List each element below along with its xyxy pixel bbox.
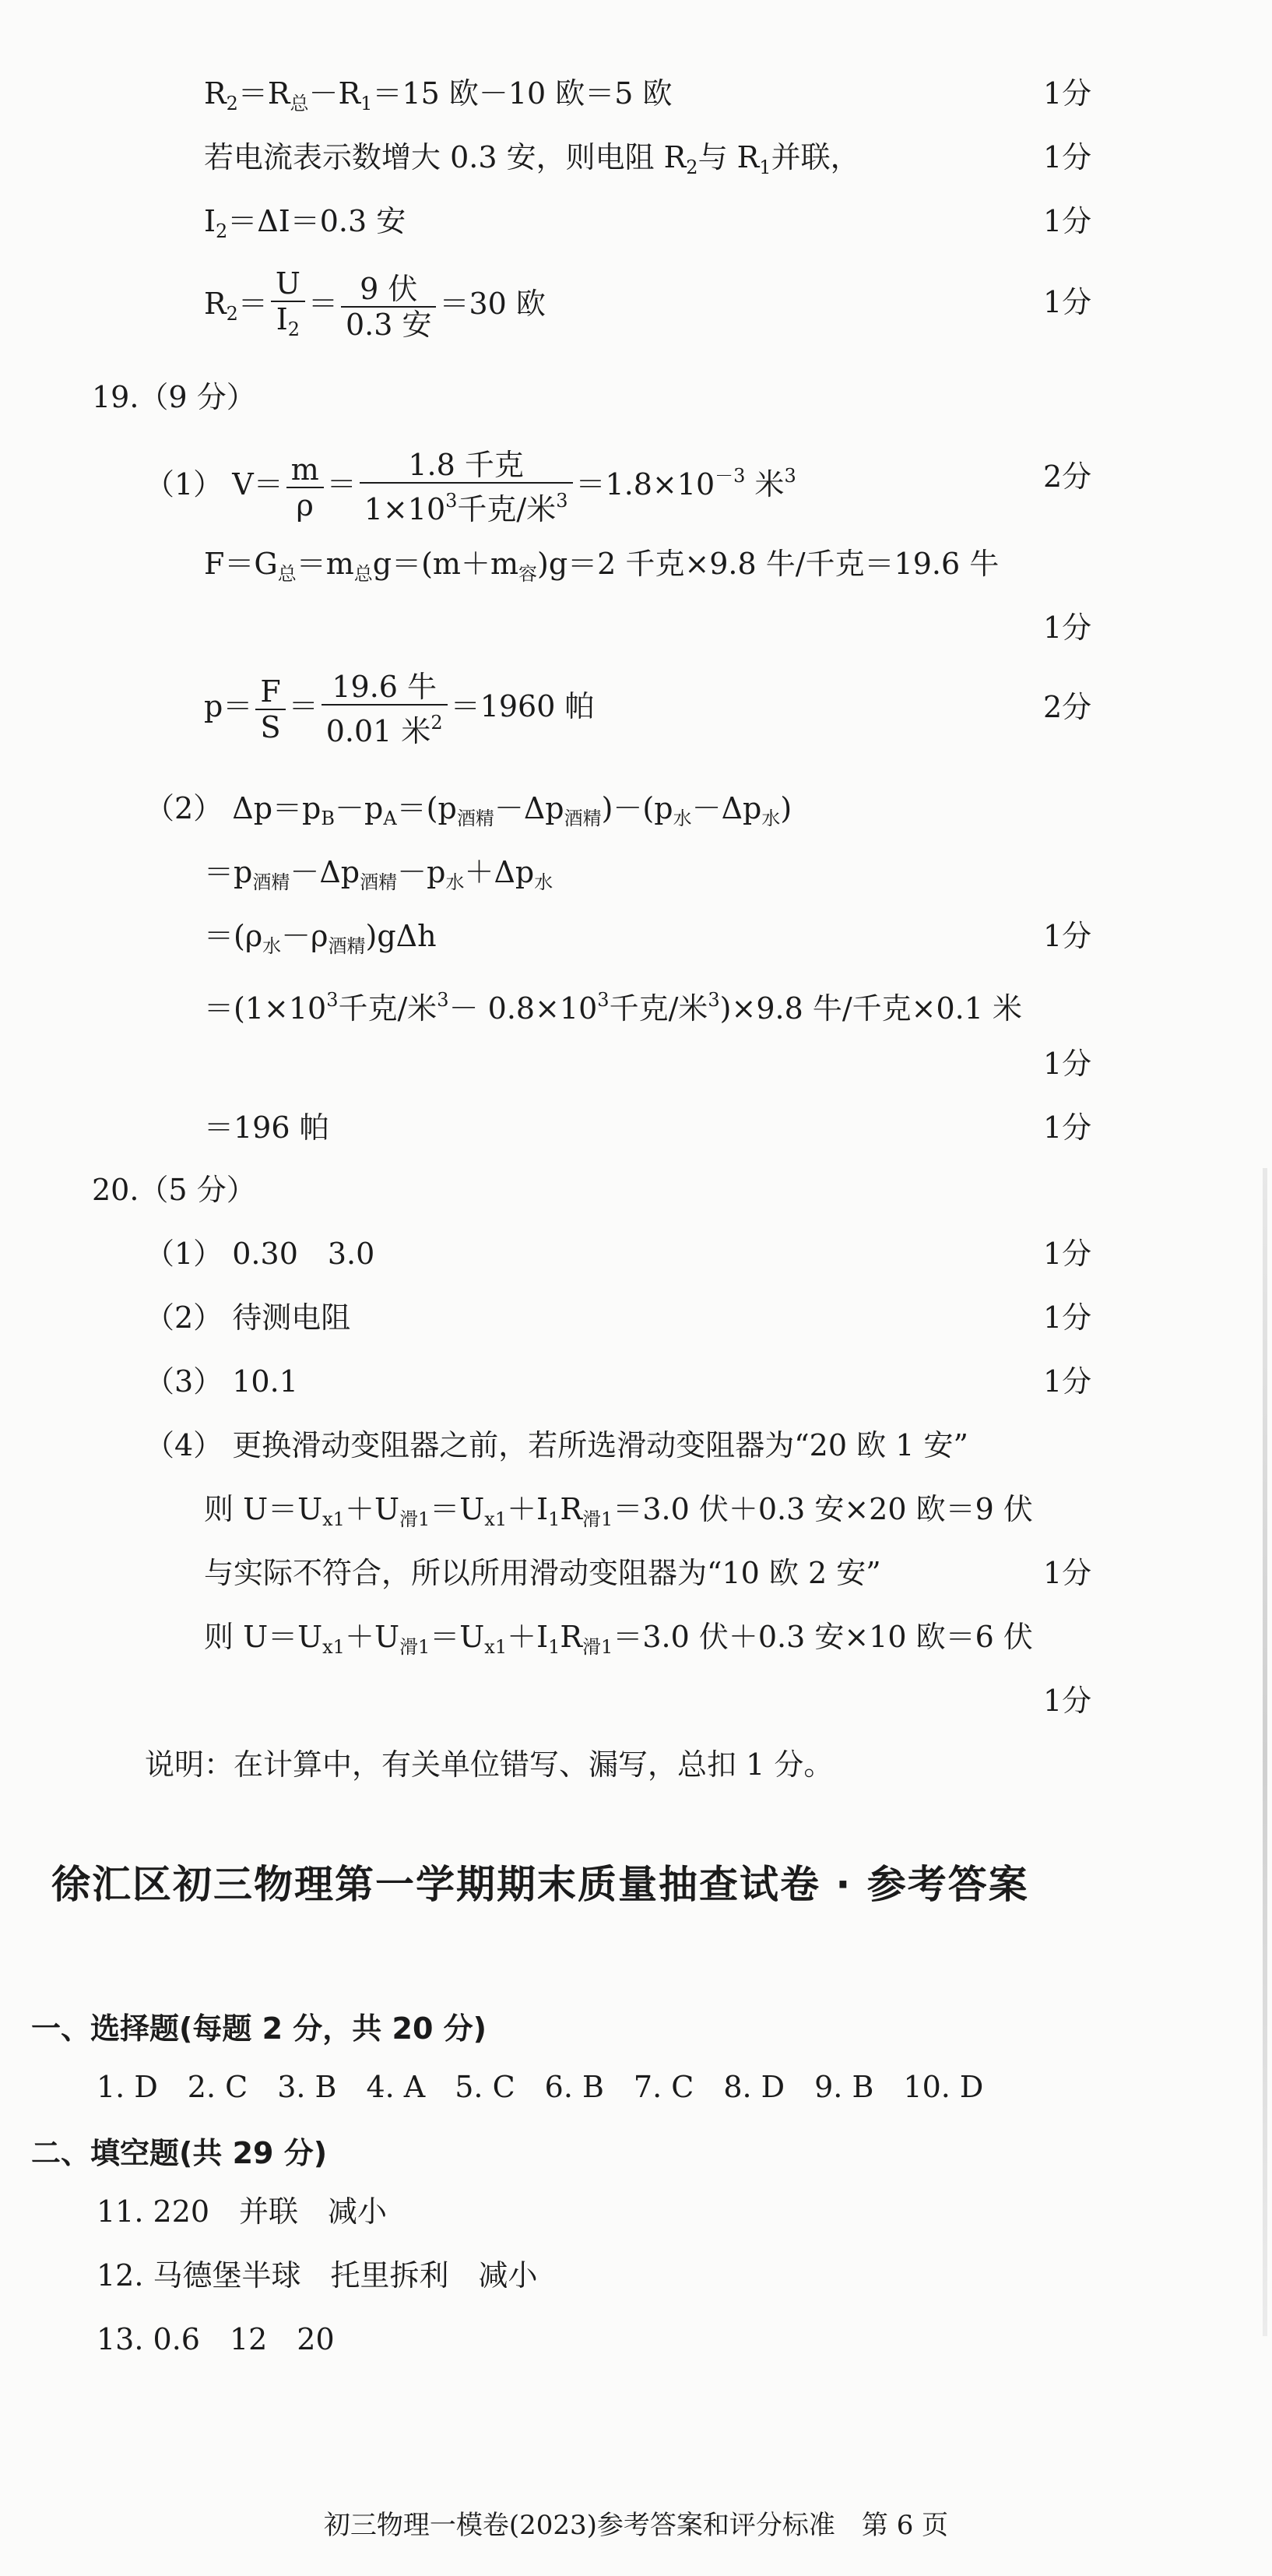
score: 1分 [1043,204,1092,238]
q20-line-5: 则 $U=U_{x1}+U_{滑1}=U_{x1}+I_1R_{滑1}=3.0$ 伏＋0.3 安×20 欧＝9 伏 [204,1492,1033,1530]
section-heading-fill: 二、填空题(共 29 分) [31,2136,328,2170]
score: 1分 [1043,919,1092,953]
scan-edge-shadow [1263,1168,1267,2336]
fraction: $\frac{\text{9 伏}}{\text{0.3 安}}$ [341,272,437,342]
fill-answer-12: 12. 马德堡半球 托里拆利 减小 [97,2258,538,2293]
q19-line-2: $F=G_总=m_总g=(m+m_容)g=2$ 千克×9.8 牛/千克＝19.6 牛 [204,547,1000,585]
q18-line-1: $R_2=R_总-R_1=15$ 欧－10 欧＝5 欧 [204,76,673,114]
q19-line-3: p＝ $\frac{F}{S}$ ＝ $\frac{\text{19.6 牛}}{0.01 米^2}$ ＝1960 帕 [204,670,595,748]
score: 1分 [1043,1684,1092,1718]
fraction: $\frac{F}{S}$ [255,674,285,744]
q20-line-7: 则 $U=U_{x1}+U_{滑1}=U_{x1}+I_1R_{滑1}=3.0$ 伏＋0.3 安×10 欧＝6 伏 [204,1620,1033,1658]
page-footer: 初三物理一模卷(2023)参考答案和评分标准 第 6 页 [323,2510,949,2541]
q19-line-8: ＝196 帕 [204,1110,329,1145]
q20-line-6: 与实际不符合，所以所用滑动变阻器为“10 欧 2 安” [204,1556,881,1590]
q19-line-7: $=(1\times 10^3$千克/米$^3- 0.8\times 10^3$千克/米$^3$)×9.8 牛/千克×0.1 米 [204,989,1023,1026]
q20-line-1: （1） 0.30 3.0 [145,1237,375,1271]
fill-answer-13: 13. 0.6 12 20 [97,2322,335,2356]
score: 1分 [1043,76,1092,111]
fraction: $\frac{U}{I_2}$ [271,266,305,347]
q19-line-6: $=(\rho_水-\rho_{酒精})g\Delta h$ [204,919,437,957]
q20-line-3: （3） 10.1 [145,1364,298,1399]
section-heading-choice: 一、选择题(每题 2 分，共 20 分) [31,2011,487,2046]
q20-line-2: （2） 待测电阻 [145,1300,351,1335]
score: 1分 [1043,1237,1092,1271]
choice-answers: 1. D 2. C 3. B 4. A 5. C 6. B 7. C 8. D 9. B 10. D [97,2070,984,2104]
q19-line-5: $=p_{酒精}-\Delta p_{酒精}-p_水+\Delta p_水$ [204,855,553,893]
fraction: $\frac{\text{19.6 牛}}{0.01 米^2}$ [322,670,448,748]
score: 2分 [1043,690,1092,724]
fill-answer-11: 11. 220 并联 减小 [97,2194,388,2229]
page-title: 徐汇区初三物理第一学期期末质量抽查试卷 · 参考答案 [51,1862,1029,1907]
q19-line-4: （2） $\Delta p=p_B-p_A=(p_{酒精}-\Delta p_{酒精})-(p_水-\Delta p_水)$ [145,791,792,829]
q19-line-1: （1） V＝ $\frac{m}{\rho}$ ＝ $\frac{\text{1.8 千克}}{1\times 10^3千克/米^3}$ $=1.8\times 10^{-3}$ 米$^3$ [145,448,796,526]
score: 2分 [1043,459,1092,494]
q20-note: 说明：在计算中，有关单位错写、漏写，总扣 1 分。 [145,1747,834,1782]
q18-line-3: $I_2=\Delta I=0.3$ 安 [204,204,406,242]
q18-line-4: $R_2=$ $\frac{U}{I_2}$ ＝ $\frac{\text{9 伏}}{\text{0.3 安}}$ ＝30 欧 [204,266,546,349]
score: 1分 [1043,1300,1092,1335]
score: 1分 [1043,140,1092,174]
q19-heading: 19.（9 分） [92,380,256,414]
q20-line-4: （4） 更换滑动变阻器之前，若所选滑动变阻器为“20 欧 1 安” [145,1428,968,1462]
fraction: $\frac{\text{1.8 千克}}{1\times 10^3千克/米^3}$ [360,448,573,526]
score: 1分 [1043,611,1092,645]
score: 1分 [1043,1556,1092,1590]
score: 1分 [1043,285,1092,319]
score: 1分 [1043,1047,1092,1081]
score: 1分 [1043,1364,1092,1399]
q20-heading: 20.（5 分） [92,1173,256,1207]
score: 1分 [1043,1110,1092,1145]
q18-line-2: 若电流表示数增大 0.3 安，则电阻 $R_2$与 $R_1$并联， [204,140,860,178]
fraction: $\frac{m}{\rho}$ [286,452,324,523]
